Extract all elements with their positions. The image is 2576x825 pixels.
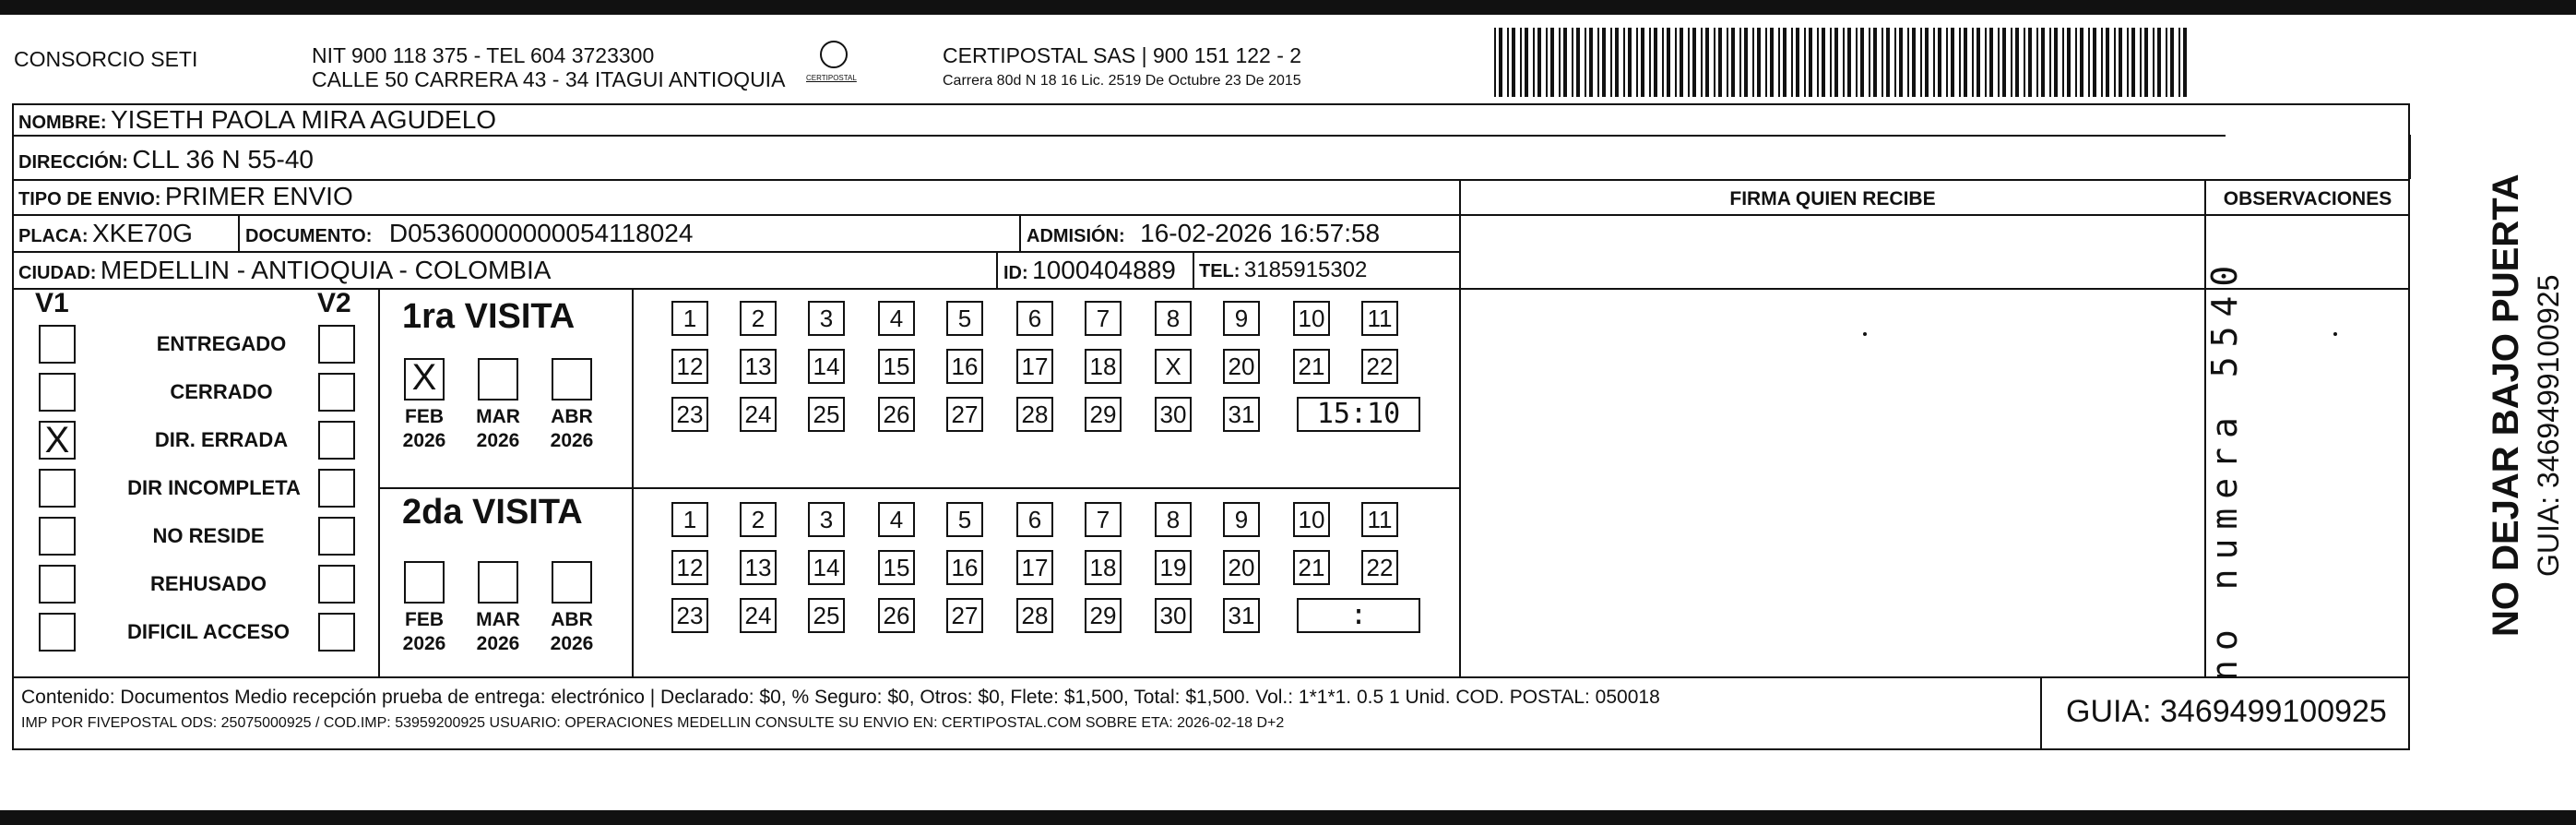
barcode-bar <box>1860 28 1864 97</box>
rule-footer <box>12 676 2410 678</box>
visit1-day-box[interactable]: 26 <box>878 397 915 432</box>
visit2-day-box[interactable]: 13 <box>740 550 777 585</box>
visit1-month-name: FEB <box>405 406 444 427</box>
barcode-bar <box>2024 28 2025 97</box>
visit2-day-box[interactable]: 6 <box>1016 502 1053 537</box>
barcode-bar <box>1830 28 1832 97</box>
barcode-bar <box>1559 28 1561 97</box>
barcode-bar <box>1998 28 2000 97</box>
barcode-bar <box>1817 28 1819 97</box>
barcode-bar <box>1765 28 1767 97</box>
logo-text: CERTIPOSTAL <box>806 74 857 82</box>
footer-guia: GUIA: 3469499100925 <box>2066 694 2387 729</box>
barcode-bar <box>1623 28 1625 97</box>
visit2-day-box[interactable]: 8 <box>1155 502 1192 537</box>
divider-months <box>632 288 634 676</box>
visit2-month-checkbox[interactable] <box>552 561 592 604</box>
barcode-bar <box>1938 28 1941 97</box>
visit1-month-mark: X <box>411 357 437 398</box>
status-v1-mark: X <box>44 420 70 460</box>
visit1-month-year: 2026 <box>550 430 594 451</box>
divider-guia-footer <box>2040 676 2042 750</box>
barcode-bar <box>2015 28 2019 97</box>
barcode-bar <box>2011 28 2012 97</box>
barcode-bar <box>1882 28 1883 97</box>
id-row <box>1003 255 1176 291</box>
certipostal-line: CERTIPOSTAL SAS | 900 151 122 - 2 <box>943 43 1302 67</box>
divider-status <box>378 288 380 676</box>
barcode-bar <box>1964 28 1967 97</box>
barcode-bar <box>2002 28 2006 97</box>
visit2-day-box[interactable]: 7 <box>1085 502 1122 537</box>
v1-header: V1 <box>35 288 69 318</box>
visit1-month-name: ABR <box>551 406 593 427</box>
visit1-day-box[interactable]: 20 <box>1223 349 1260 384</box>
ciudad-label: CIUDAD: <box>18 263 97 283</box>
barcode-bar <box>2178 28 2180 97</box>
admision-row <box>1027 218 1380 254</box>
barcode-bar <box>2049 28 2051 97</box>
visit1-day-box[interactable]: 11 <box>1361 301 1398 336</box>
barcode-bar <box>1925 28 1929 97</box>
visit2-month-name: MAR <box>476 609 520 630</box>
status-label: NO RESIDE <box>152 524 265 547</box>
barcode-bar <box>2153 28 2155 97</box>
barcode-bar <box>1705 28 1709 97</box>
visit2-month-year: 2026 <box>550 633 594 654</box>
barcode-bar <box>1589 28 1593 97</box>
visit1-day-box[interactable]: X <box>1155 349 1192 384</box>
barcode-bar <box>2093 28 2096 97</box>
admision-label: ADMISIÓN: <box>1027 226 1125 246</box>
barcode-bar <box>1856 28 1858 97</box>
visit2-day-box[interactable]: 11 <box>1361 502 1398 537</box>
visit2-day-box[interactable]: 30 <box>1155 598 1192 633</box>
barcode-bar <box>2127 28 2129 97</box>
visit1-month-name: MAR <box>476 406 520 427</box>
barcode-bar <box>1791 28 1793 97</box>
nombre-value: YISETH PAOLA MIRA AGUDELO <box>111 105 497 134</box>
barcode-bar <box>1847 28 1851 97</box>
observaciones-header: OBSERVACIONES <box>2223 188 2392 209</box>
visit2-day-box[interactable]: 16 <box>946 550 983 585</box>
v2-header: V2 <box>317 288 351 318</box>
divider-side <box>2409 135 2411 179</box>
barcode-bar <box>1804 28 1806 97</box>
rule-direccion <box>12 179 2410 181</box>
barcode-bar <box>2101 28 2103 97</box>
visit1-day-box[interactable]: 7 <box>1085 301 1122 336</box>
divider-admision <box>1019 214 1021 251</box>
visit2-day-box[interactable]: 18 <box>1085 550 1122 585</box>
barcode-bar <box>1912 28 1916 97</box>
visit1-day-box[interactable]: 3 <box>808 301 845 336</box>
status-label: DIR. ERRADA <box>154 428 289 451</box>
barcode-bar <box>2157 28 2161 97</box>
side-guia: GUIA: 3469499100925 <box>2532 274 2565 577</box>
visit2-day-box[interactable]: 20 <box>1223 550 1260 585</box>
visit2-day-box[interactable]: 26 <box>878 598 915 633</box>
observaciones-handwritten: no numera 5540 <box>2204 256 2245 681</box>
barcode-bar <box>1680 28 1683 97</box>
visit2-day-box[interactable]: 12 <box>671 550 708 585</box>
visit1-day-box[interactable]: 14 <box>808 349 845 384</box>
firma-header: FIRMA QUIEN RECIBE <box>1729 188 1936 209</box>
nit-line: NIT 900 118 375 - TEL 604 3723300 <box>312 43 655 67</box>
barcode-bar <box>1494 28 1496 97</box>
barcode-bar <box>1770 28 1774 97</box>
top-edge-band <box>0 0 2576 15</box>
barcode-bar <box>1597 28 1599 97</box>
documento-value: D05360000000054118024 <box>388 219 694 247</box>
id-value: 1000404889 <box>1032 256 1176 284</box>
barcode-bar <box>1649 28 1651 97</box>
signature-dot <box>2333 332 2337 336</box>
direccion-row <box>18 144 314 180</box>
status-label: REHUSADO <box>150 572 267 595</box>
barcode-bar <box>2080 28 2083 97</box>
barcode-bar <box>1894 28 1896 97</box>
status-v2-checkbox[interactable] <box>318 373 355 412</box>
barcode-bar <box>2036 28 2038 97</box>
tipo-row <box>18 181 353 217</box>
status-v1-checkbox[interactable] <box>39 373 76 412</box>
visit2-day-box[interactable]: 5 <box>946 502 983 537</box>
status-label: DIFICIL ACCESO <box>126 620 290 643</box>
visit1-day-box[interactable]: 17 <box>1016 349 1053 384</box>
visit1-day-box[interactable]: 31 <box>1223 397 1260 432</box>
barcode-bar <box>1563 28 1567 97</box>
direccion-value: CLL 36 N 55-40 <box>132 145 314 173</box>
visit1-day-box[interactable]: 9 <box>1223 301 1260 336</box>
barcode-bar <box>2119 28 2122 97</box>
barcode-bar <box>1809 28 1812 97</box>
visit2-day-box[interactable]: 31 <box>1223 598 1260 633</box>
visit1-month-checkbox[interactable] <box>552 358 592 401</box>
visit2-month-year: 2026 <box>402 633 446 654</box>
tel-label: TEL: <box>1199 261 1241 281</box>
barcode-bar <box>1714 28 1715 97</box>
visit2-day-box[interactable]: 19 <box>1155 550 1192 585</box>
visit1-day-box[interactable]: 5 <box>946 301 983 336</box>
status-v1-checkbox[interactable] <box>39 325 76 364</box>
barcode-bar <box>2131 28 2135 97</box>
visit1-day-box[interactable]: 10 <box>1293 301 1330 336</box>
visit2-month-name: ABR <box>551 609 593 630</box>
barcode-bar <box>1899 28 1903 97</box>
barcode-bar <box>1525 28 1528 97</box>
rule-tipo <box>12 214 2410 216</box>
visit1-day-box[interactable]: 29 <box>1085 397 1122 432</box>
status-v1-checkbox[interactable] <box>39 421 76 460</box>
visit2-month-name: FEB <box>405 609 444 630</box>
visit2-day-box[interactable]: 21 <box>1293 550 1330 585</box>
barcode-bar <box>2028 28 2032 97</box>
barcode-bar <box>1959 28 1961 97</box>
barcode-bar <box>2062 28 2064 97</box>
barcode-bar <box>2183 28 2187 97</box>
visit1-title: 1ra VISITA <box>402 297 576 336</box>
barcode-bar <box>1662 28 1664 97</box>
placa-row <box>18 218 193 254</box>
barcode-bar <box>2088 28 2090 97</box>
barcode-bar <box>1550 28 1554 97</box>
license-line: Carrera 80d N 18 16 Lic. 2519 De Octubre 23 De 2015 <box>943 73 1301 89</box>
visit2-day-box[interactable]: 4 <box>878 502 915 537</box>
barcode-bar <box>1972 28 1974 97</box>
barcode-bar <box>1744 28 1748 97</box>
barcode-icon <box>1494 28 2188 97</box>
status-label: ENTREGADO <box>156 332 287 355</box>
visit2-day-box[interactable]: 27 <box>946 598 983 633</box>
visit2-day-box[interactable]: 24 <box>740 598 777 633</box>
barcode-bar <box>1796 28 1799 97</box>
tipo-value: PRIMER ENVIO <box>164 182 353 210</box>
barcode-bar <box>1907 28 1909 97</box>
certipostal-logo-icon <box>820 41 848 68</box>
barcode-bar <box>1615 28 1619 97</box>
barcode-bar <box>1727 28 1728 97</box>
barcode-bar <box>1667 28 1670 97</box>
footer-contenido: Contenido: Documentos Medio recepción prueba de entrega: electrónico | Declarado: $0, % Seguro: $0, Otros: $0, Flete: $1,500, Total: $1,500. Vol.: 1*1*1. 0.5 1 Unid. COD. POSTAL: 050018 <box>21 687 1660 708</box>
barcode-bar <box>1989 28 1993 97</box>
rule-visits <box>378 487 1460 489</box>
status-v2-checkbox[interactable] <box>318 565 355 604</box>
visit2-day-box[interactable]: 2 <box>740 502 777 537</box>
status-v2-checkbox[interactable] <box>318 613 355 652</box>
nombre-label: NOMBRE: <box>18 113 107 133</box>
barcode-bar <box>1675 28 1677 97</box>
status-label: CERRADO <box>170 380 273 403</box>
visit2-month-checkbox[interactable] <box>478 561 518 604</box>
visit1-day-box[interactable]: 24 <box>740 397 777 432</box>
visit1-day-box[interactable]: 30 <box>1155 397 1192 432</box>
visit1-day-box[interactable]: 1 <box>671 301 708 336</box>
visit2-day-box[interactable]: 22 <box>1361 550 1398 585</box>
barcode-bar <box>1602 28 1606 97</box>
bottom-edge-band <box>0 810 2576 825</box>
barcode-bar <box>2067 28 2071 97</box>
barcode-bar <box>2106 28 2109 97</box>
visit2-month-year: 2026 <box>476 633 520 654</box>
documento-row <box>245 218 693 254</box>
barcode-bar <box>2041 28 2045 97</box>
barcode-bar <box>2166 28 2167 97</box>
barcode-bar <box>1701 28 1703 97</box>
visit2-day-box[interactable]: 1 <box>671 502 708 537</box>
barcode-bar <box>1920 28 1922 97</box>
visit1-day-box[interactable]: 28 <box>1016 397 1053 432</box>
visit2-day-box[interactable]: 17 <box>1016 550 1053 585</box>
visit1-day-box[interactable]: 2 <box>740 301 777 336</box>
visit2-day-box[interactable]: 23 <box>671 598 708 633</box>
barcode-bar <box>1654 28 1657 97</box>
status-v2-checkbox[interactable] <box>318 325 355 364</box>
visit2-day-box[interactable]: 9 <box>1223 502 1260 537</box>
visit1-month-year: 2026 <box>402 430 446 451</box>
barcode-bar <box>2170 28 2174 97</box>
barcode-bar <box>1499 28 1502 97</box>
barcode-bar <box>1834 28 1838 97</box>
barcode-bar <box>1585 28 1586 97</box>
placa-value: XKE70G <box>92 219 193 247</box>
visit2-day-box[interactable]: 14 <box>808 550 845 585</box>
barcode-bar <box>1946 28 1948 97</box>
footer-imp: IMP POR FIVEPOSTAL ODS: 25075000925 / COD.IMP: 53959200925 USUARIO: OPERACIONES MEDELLIN CONSULTE SU ENVIO EN: CERTIPOSTAL.COM SOBRE ETA: 2026-02-18 D+2 <box>21 715 1285 731</box>
visit1-day-box[interactable]: 15 <box>878 349 915 384</box>
barcode-bar <box>1977 28 1980 97</box>
visit1-month-year: 2026 <box>476 430 520 451</box>
visit2-day-box[interactable]: 29 <box>1085 598 1122 633</box>
barcode-bar <box>1533 28 1535 97</box>
visit1-day-box[interactable]: 16 <box>946 349 983 384</box>
status-v2-checkbox[interactable] <box>318 421 355 460</box>
barcode-bar <box>1886 28 1890 97</box>
barcode-bar <box>2075 28 2077 97</box>
visit1-day-box[interactable]: 13 <box>740 349 777 384</box>
barcode-bar <box>1873 28 1877 97</box>
tipo-label: TIPO DE ENVIO: <box>18 189 161 209</box>
status-v2-checkbox[interactable] <box>318 469 355 508</box>
barcode-bar <box>2140 28 2142 97</box>
barcode-bar <box>1692 28 1696 97</box>
visit1-day-box[interactable]: 18 <box>1085 349 1122 384</box>
barcode-bar <box>2114 28 2116 97</box>
status-v1-checkbox[interactable] <box>39 613 76 652</box>
barcode-bar <box>1628 28 1632 97</box>
barcode-bar <box>1731 28 1735 97</box>
barcode-bar <box>1783 28 1787 97</box>
no-dejar-bajo-puerta: NO DEJAR BAJO PUERTA <box>2486 173 2526 637</box>
status-v1-checkbox[interactable] <box>39 469 76 508</box>
barcode-bar <box>1739 28 1741 97</box>
barcode-bar <box>1688 28 1690 97</box>
barcode-bar <box>1546 28 1548 97</box>
barcode-bar <box>2144 28 2148 97</box>
barcode-bar <box>1636 28 1638 97</box>
barcode-bar <box>1572 28 1573 97</box>
barcode-bar <box>1985 28 1987 97</box>
visit2-month-checkbox[interactable] <box>404 561 445 604</box>
status-v1-checkbox[interactable] <box>39 565 76 604</box>
barcode-bar <box>1822 28 1825 97</box>
admision-value: 16-02-2026 16:57:58 <box>1140 219 1381 247</box>
placa-label: PLACA: <box>18 226 89 246</box>
barcode-bar <box>1576 28 1580 97</box>
direccion-label: DIRECCIÓN: <box>18 152 128 173</box>
visit1-month-checkbox[interactable] <box>478 358 518 401</box>
documento-label: DOCUMENTO: <box>245 226 373 246</box>
barcode-bar <box>1951 28 1954 97</box>
barcode-bar <box>1641 28 1644 97</box>
visit1-day-box[interactable]: 12 <box>671 349 708 384</box>
barcode-bar <box>1610 28 1612 97</box>
ciudad-row <box>18 255 551 291</box>
barcode-bar <box>1718 28 1722 97</box>
barcode-bar <box>1778 28 1780 97</box>
barcode-bar <box>1537 28 1541 97</box>
status-label: DIR INCOMPLETA <box>127 476 301 499</box>
barcode-bar <box>1520 28 1522 97</box>
barcode-bar <box>1752 28 1754 97</box>
company-name: CONSORCIO SETI <box>14 47 198 71</box>
divider-firma <box>1459 179 1461 676</box>
visit2-day-box[interactable]: 15 <box>878 550 915 585</box>
ciudad-value: MEDELLIN - ANTIOQUIA - COLOMBIA <box>100 256 552 284</box>
visit1-time-box[interactable]: 15:10 <box>1297 397 1420 432</box>
barcode-bar <box>1843 28 1845 97</box>
barcode-bar <box>1512 28 1515 97</box>
visit1-day-box[interactable]: 23 <box>671 397 708 432</box>
id-label: ID: <box>1003 263 1028 283</box>
visit1-day-box[interactable]: 27 <box>946 397 983 432</box>
barcode-bar <box>1933 28 1935 97</box>
barcode-bar <box>1507 28 1509 97</box>
visit1-day-box[interactable]: 4 <box>878 301 915 336</box>
barcode-bar <box>1757 28 1761 97</box>
divider-placa <box>238 214 240 251</box>
visit2-day-box[interactable]: 28 <box>1016 598 1053 633</box>
tel-value: 3185915302 <box>1243 257 1368 282</box>
visit2-day-box[interactable]: 3 <box>808 502 845 537</box>
visit2-time-box[interactable]: : <box>1297 598 1420 633</box>
tel-row <box>1199 255 1367 289</box>
visit1-day-box[interactable]: 8 <box>1155 301 1192 336</box>
nombre-row <box>18 104 496 140</box>
signature-dot <box>1863 332 1867 336</box>
divider-tel <box>1193 251 1194 288</box>
visit1-day-box[interactable]: 25 <box>808 397 845 432</box>
barcode-bar <box>2054 28 2058 97</box>
visit2-day-box[interactable]: 10 <box>1293 502 1330 537</box>
divider-id <box>996 251 998 288</box>
barcode-bar <box>1869 28 1870 97</box>
visit2-title: 2da VISITA <box>402 493 583 532</box>
visit2-day-box[interactable]: 25 <box>808 598 845 633</box>
visit1-day-box[interactable]: 6 <box>1016 301 1053 336</box>
address-line: CALLE 50 CARRERA 43 - 34 ITAGUI ANTIOQUIA <box>312 67 786 91</box>
status-v2-checkbox[interactable] <box>318 517 355 556</box>
visit1-day-box[interactable]: 22 <box>1361 349 1398 384</box>
visit1-day-box[interactable]: 21 <box>1293 349 1330 384</box>
visit1-month-checkbox[interactable] <box>404 358 445 401</box>
status-v1-checkbox[interactable] <box>39 517 76 556</box>
